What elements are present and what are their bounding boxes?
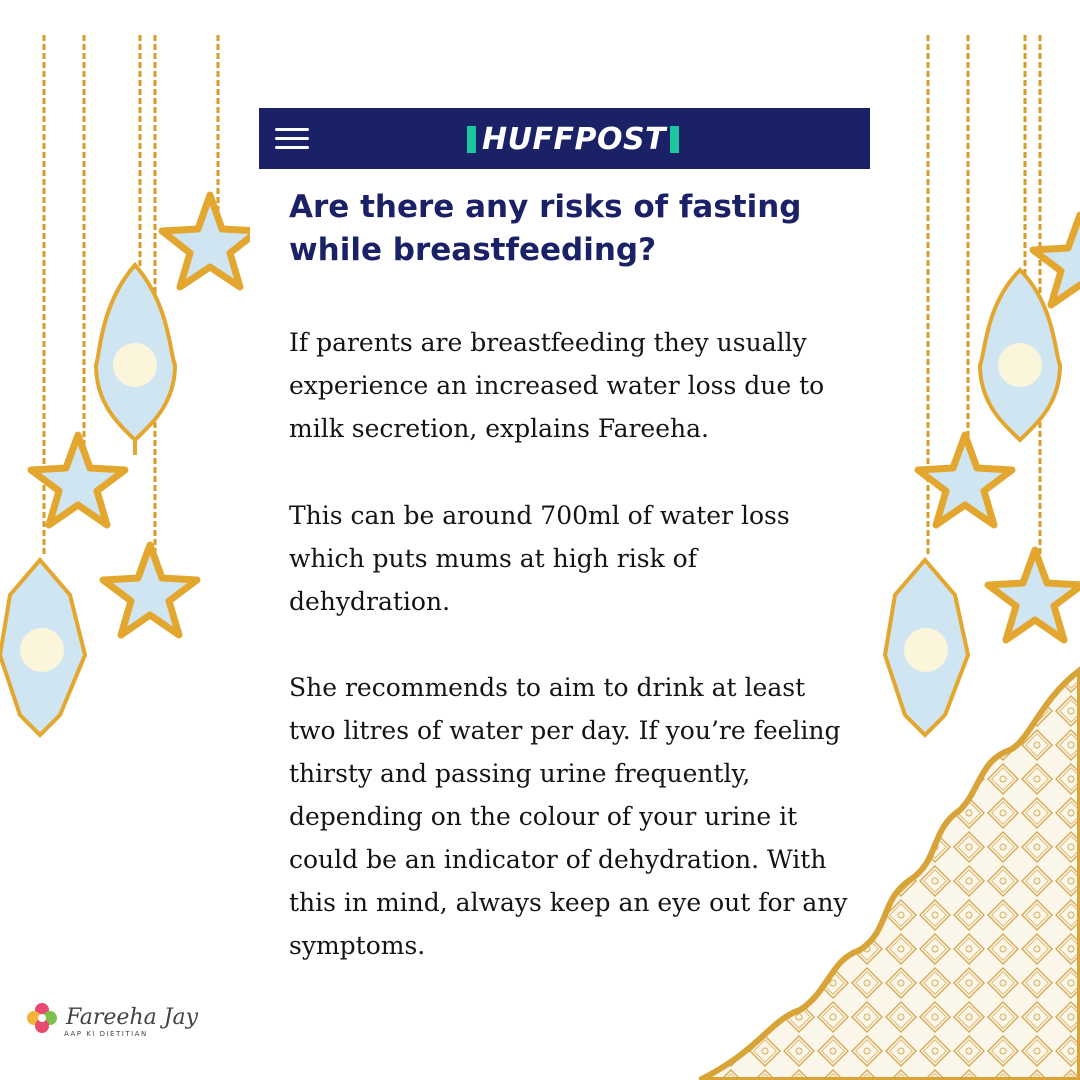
hanging-lanterns-right xyxy=(880,35,1080,755)
site-logo[interactable] xyxy=(467,121,679,157)
flower-logo-icon xyxy=(26,1002,58,1034)
brand-name: Fareeha Jay xyxy=(66,1005,199,1030)
hanging-lanterns-left xyxy=(0,35,250,755)
article-headline: Are there any risks of fasting while breastfeeding? xyxy=(289,189,802,268)
article-screenshot xyxy=(259,108,870,967)
lantern-icon xyxy=(0,560,85,735)
article-paragraph: If parents are breastfeeding they usually experience an increased water loss due to milk secretion, explains Fareeha. xyxy=(289,328,825,443)
logo-bar-left xyxy=(467,126,476,153)
star-icon xyxy=(918,215,1080,640)
lantern-icon xyxy=(980,270,1060,440)
site-header xyxy=(259,108,870,169)
lantern-icon xyxy=(96,265,175,455)
logo-text: HUFFPOST xyxy=(482,121,667,157)
hamburger-menu-icon[interactable] xyxy=(275,128,309,150)
lantern-icon xyxy=(885,560,968,735)
logo-bar-right xyxy=(670,126,679,153)
brand-signature xyxy=(26,1002,199,1038)
article-paragraph: This can be around 700ml of water loss which puts mums at high risk of dehydration. xyxy=(289,501,790,616)
brand-tagline: AAP KI DIETITIAN xyxy=(64,1030,148,1038)
article-paragraph: She recommends to aim to drink at least two litres of water per day. If you’re feeling thirsty and passing urine frequently, depending on the colour of your urine it could be an indicator of dehydration. With this in mind, always keep an eye out for any symptoms. xyxy=(289,673,848,960)
